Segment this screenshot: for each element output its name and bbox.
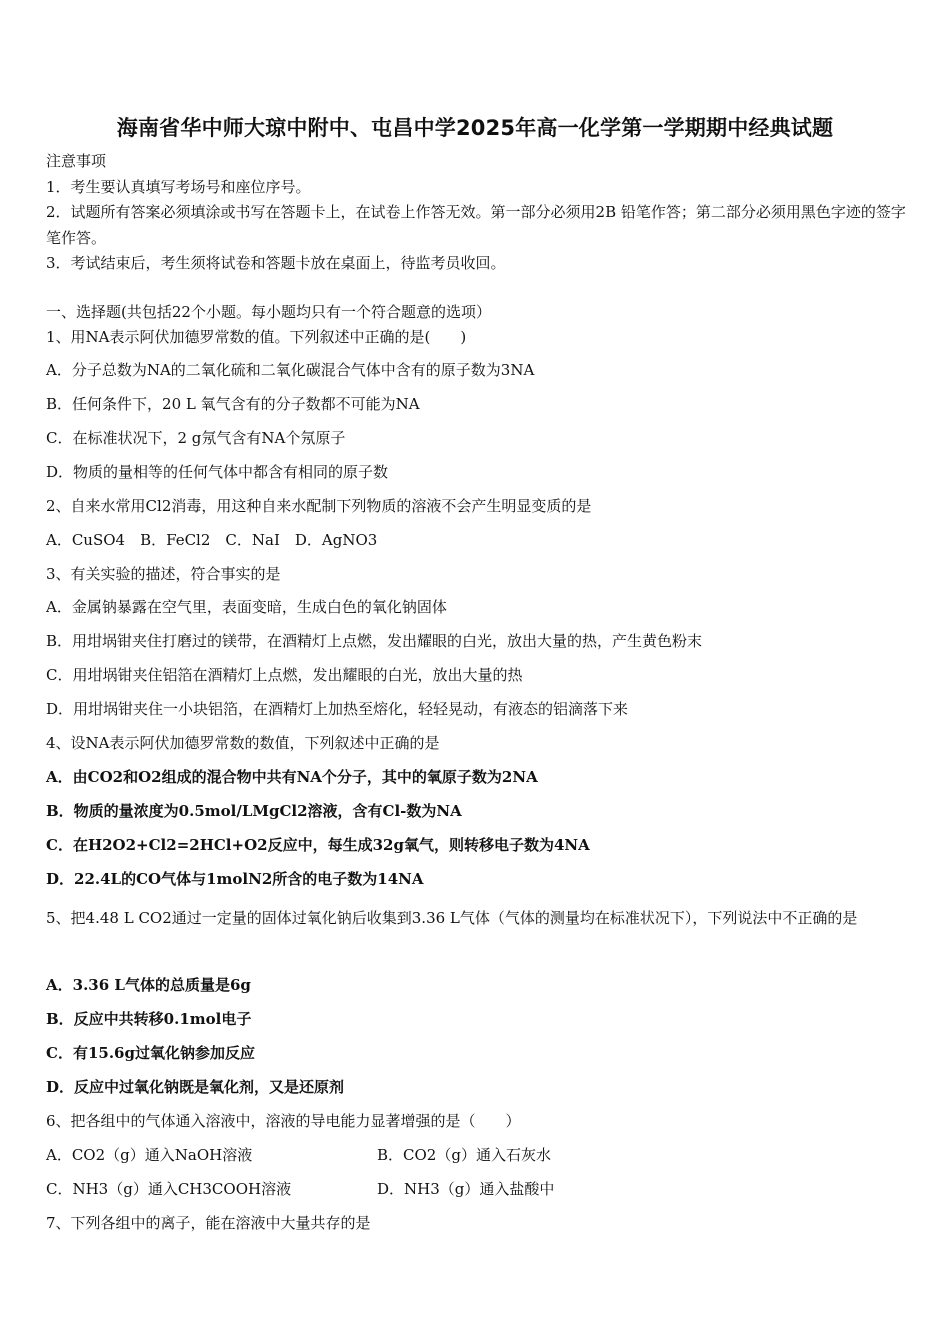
q6-option-a: A．CO2（g）通入NaOH溶液 — [46, 1146, 253, 1164]
q1-option-c: C．在标准状况下，2 g氖气含有NA个氖原子 — [46, 429, 346, 447]
q3-option-a: A．金属钠暴露在空气里，表面变暗，生成白色的氧化钠固体 — [46, 598, 447, 616]
q6-option-c: C．NH3（g）通入CH3COOH溶液 — [46, 1180, 292, 1198]
q5-option-a: A．3.36 L气体的总质量是6g — [46, 976, 251, 994]
notice-item-2: 2．试题所有答案必须填涂或书写在答题卡上，在试卷上作答无效。第一部分必须用2B 铅笔作答；第二部分必须用黑色字迹的签字笔作答。 — [46, 203, 906, 247]
q4-stem: 4、设NA表示阿伏加德罗常数的数值，下列叙述中正确的是 — [46, 734, 440, 752]
q3-stem: 3、有关实验的描述，符合事实的是 — [46, 565, 281, 583]
q3-option-d: D．用坩埚钳夹住一小块铝箔，在酒精灯上加热至熔化，轻轻晃动，有液态的铝滴落下来 — [46, 700, 629, 718]
page-title: 海南省华中师大琼中附中、屯昌中学2025年高一化学第一学期期中经典试题 — [116, 116, 834, 140]
q4-option-d: D．22.4L的CO气体与1molN2所含的电子数为14NA — [46, 870, 424, 888]
q4-option-b: B．物质的量浓度为0.5mol/LMgCl2溶液，含有Cl-数为NA — [46, 802, 462, 820]
q4-option-c: C．在H2O2+Cl2=2HCl+O2反应中，每生成32g氧气，则转移电子数为4NA — [46, 836, 590, 854]
q2-options: A．CuSO4 B．FeCl2 C．NaI D．AgNO3 — [46, 531, 378, 549]
q6-option-d: D．NH3（g）通入盐酸中 — [377, 1180, 555, 1198]
q1-stem: 1、用NA表示阿伏加德罗常数的值。下列叙述中正确的是( ) — [46, 328, 467, 346]
q5-option-d: D．反应中过氧化钠既是氧化剂，又是还原剂 — [46, 1078, 345, 1096]
q4-option-a: A．由CO2和O2组成的混合物中共有NA个分子，其中的氧原子数为2NA — [46, 768, 538, 786]
q5-option-c: C．有15.6g过氧化钠参加反应 — [46, 1044, 255, 1062]
q6-option-b: B．CO2（g）通入石灰水 — [377, 1146, 551, 1164]
notice-item-3: 3．考试结束后，考生须将试卷和答题卡放在桌面上，待监考员收回。 — [46, 254, 506, 272]
q5-option-b: B．反应中共转移0.1mol电子 — [46, 1010, 252, 1028]
notice-item-1: 1．考生要认真填写考场号和座位序号。 — [46, 178, 311, 196]
q3-option-c: C．用坩埚钳夹住铝箔在酒精灯上点燃，发出耀眼的白光，放出大量的热 — [46, 666, 523, 684]
q1-option-a: A．分子总数为NA的二氧化硫和二氧化碳混合气体中含有的原子数为3NA — [46, 361, 535, 379]
q3-option-b: B．用坩埚钳夹住打磨过的镁带，在酒精灯上点燃，发出耀眼的白光，放出大量的热，产生黄色粉末 — [46, 632, 703, 650]
q6-stem: 6、把各组中的气体通入溶液中，溶液的导电能力显著增强的是（ ） — [46, 1112, 521, 1130]
q1-option-d: D．物质的量相等的任何气体中都含有相同的原子数 — [46, 463, 389, 481]
section-heading: 一、选择题(共包括22个小题。每小题均只有一个符合题意的选项） — [46, 303, 491, 321]
q1-option-b: B．任何条件下，20 L 氧气含有的分子数都不可能为NA — [46, 395, 420, 413]
q5-stem: 5、把4.48 L CO2通过一定量的固体过氧化钠后收集到3.36 L气体（气体的测量均在标准状况下），下列说法中不正确的是 — [46, 909, 858, 927]
q7-stem: 7、下列各组中的离子，能在溶液中大量共存的是 — [46, 1214, 371, 1232]
q2-stem: 2、自来水常用Cl2消毒，用这种自来水配制下列物质的溶液不会产生明显变质的是 — [46, 497, 592, 515]
notice-heading: 注意事项 — [46, 152, 107, 170]
